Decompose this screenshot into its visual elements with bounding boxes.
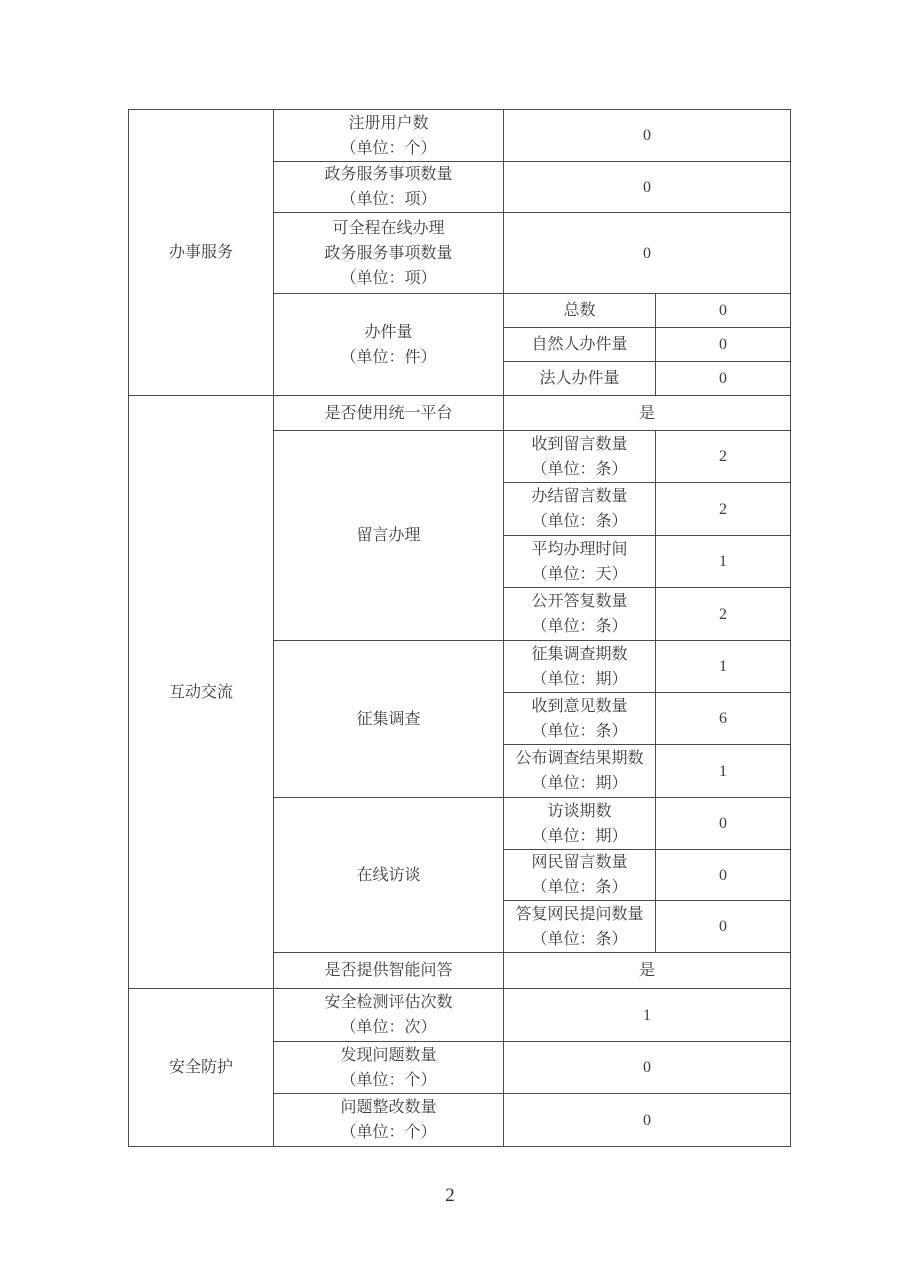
subitem-label: 法人办件量 <box>539 370 620 387</box>
value-cell: 0 <box>656 798 791 850</box>
subitem-cell <box>504 745 656 798</box>
subitem-cell <box>504 362 656 396</box>
section-cell <box>129 110 274 396</box>
unit-label: （单位：次） <box>340 1019 437 1036</box>
unit-label: （单位：项） <box>340 191 437 208</box>
value-cell: 2 <box>656 431 791 483</box>
item-label: 问题整改数量 <box>340 1099 437 1116</box>
subitem-cell <box>504 693 656 745</box>
subitem-label: 征集调查期数 <box>531 645 628 663</box>
item-cell <box>274 1094 504 1147</box>
table-row <box>129 110 791 162</box>
unit-label: （单位：条） <box>531 930 628 948</box>
unit-label: （单位：项） <box>340 269 437 287</box>
item-label: 安全检测评估次数 <box>324 994 453 1011</box>
value-cell: 1 <box>656 641 791 693</box>
subitem-cell <box>504 850 656 901</box>
subitem-label: 公布调查结果期数 <box>515 750 644 767</box>
value-cell: 1 <box>656 745 791 798</box>
item-cell <box>274 953 504 989</box>
unit-label: （单位：期） <box>531 827 628 845</box>
unit-label: （单位：期） <box>531 775 628 792</box>
subitem-label: 收到留言数量 <box>531 435 628 453</box>
report-table <box>128 109 791 1147</box>
subitem-label: 网民留言数量 <box>531 854 628 871</box>
unit-label: （单位：期） <box>531 670 628 688</box>
subitem-label: 自然人办件量 <box>531 336 628 353</box>
subitem-cell <box>504 328 656 362</box>
value-cell: 0 <box>656 294 791 328</box>
value-cell: 是 <box>504 396 791 431</box>
item-cell <box>274 162 504 213</box>
value-cell: 0 <box>656 328 791 362</box>
item-label: 政务服务事项数量 <box>324 244 453 262</box>
value-cell: 是 <box>504 953 791 989</box>
subitem-label: 总数 <box>563 302 596 319</box>
unit-label: （单位：件） <box>340 348 437 366</box>
value-cell: 0 <box>504 1094 791 1147</box>
subitem-cell <box>504 431 656 483</box>
subitem-cell <box>504 901 656 953</box>
subitem-cell <box>504 798 656 850</box>
subitem-cell <box>504 483 656 536</box>
section-label: 安全防护 <box>168 1059 233 1076</box>
unit-label: （单位：天） <box>531 565 628 583</box>
unit-label: （单位：条） <box>531 879 628 896</box>
subitem-label: 答复网民提问数量 <box>515 905 644 923</box>
item-cell <box>274 294 504 396</box>
item-cell <box>274 798 504 953</box>
item-label: 是否使用统一平台 <box>324 404 453 422</box>
value-cell: 0 <box>504 162 791 213</box>
subitem-label: 收到意见数量 <box>531 697 628 715</box>
subitem-label: 办结留言数量 <box>531 488 628 505</box>
value-cell: 0 <box>656 362 791 396</box>
value-cell: 1 <box>656 536 791 588</box>
item-label: 可全程在线办理 <box>332 219 445 237</box>
item-label: 是否提供智能问答 <box>324 962 453 979</box>
subitem-label: 公开答复数量 <box>531 593 628 610</box>
subitem-cell <box>504 536 656 588</box>
section-cell <box>129 989 274 1147</box>
page-number: 2 <box>445 1185 455 1206</box>
value-cell: 2 <box>656 588 791 641</box>
item-cell <box>274 431 504 641</box>
item-label: 政务服务事项数量 <box>324 166 453 183</box>
item-label: 注册用户数 <box>348 114 429 132</box>
unit-label: （单位：个） <box>340 1124 437 1141</box>
unit-label: （单位：条） <box>531 460 628 478</box>
item-label: 征集调查 <box>356 710 421 728</box>
subitem-cell <box>504 294 656 328</box>
unit-label: （单位：条） <box>531 513 628 530</box>
item-label: 在线访谈 <box>356 866 421 884</box>
value-cell: 0 <box>504 110 791 162</box>
section-label: 办事服务 <box>168 244 233 261</box>
value-cell: 1 <box>504 989 791 1042</box>
item-cell <box>274 396 504 431</box>
table-row <box>129 396 791 431</box>
value-cell: 0 <box>504 213 791 294</box>
section-label: 互动交流 <box>168 683 233 701</box>
item-label: 发现问题数量 <box>340 1046 437 1064</box>
unit-label: （单位：条） <box>531 722 628 740</box>
item-cell <box>274 110 504 162</box>
table-row <box>129 989 791 1042</box>
item-cell <box>274 213 504 294</box>
value-cell: 6 <box>656 693 791 745</box>
value-cell: 0 <box>656 901 791 953</box>
subitem-cell <box>504 588 656 641</box>
unit-label: （单位：个） <box>340 1071 437 1089</box>
value-cell: 2 <box>656 483 791 536</box>
item-cell <box>274 989 504 1042</box>
unit-label: （单位：个） <box>340 139 437 157</box>
value-cell: 0 <box>504 1042 791 1094</box>
value-cell: 0 <box>656 850 791 901</box>
subitem-cell <box>504 641 656 693</box>
item-label: 办件量 <box>364 323 413 341</box>
subitem-label: 平均办理时间 <box>531 540 628 558</box>
item-label: 留言办理 <box>356 527 421 544</box>
unit-label: （单位：条） <box>531 618 628 635</box>
section-cell <box>129 396 274 989</box>
item-cell <box>274 1042 504 1094</box>
subitem-label: 访谈期数 <box>547 802 612 820</box>
item-cell <box>274 641 504 798</box>
